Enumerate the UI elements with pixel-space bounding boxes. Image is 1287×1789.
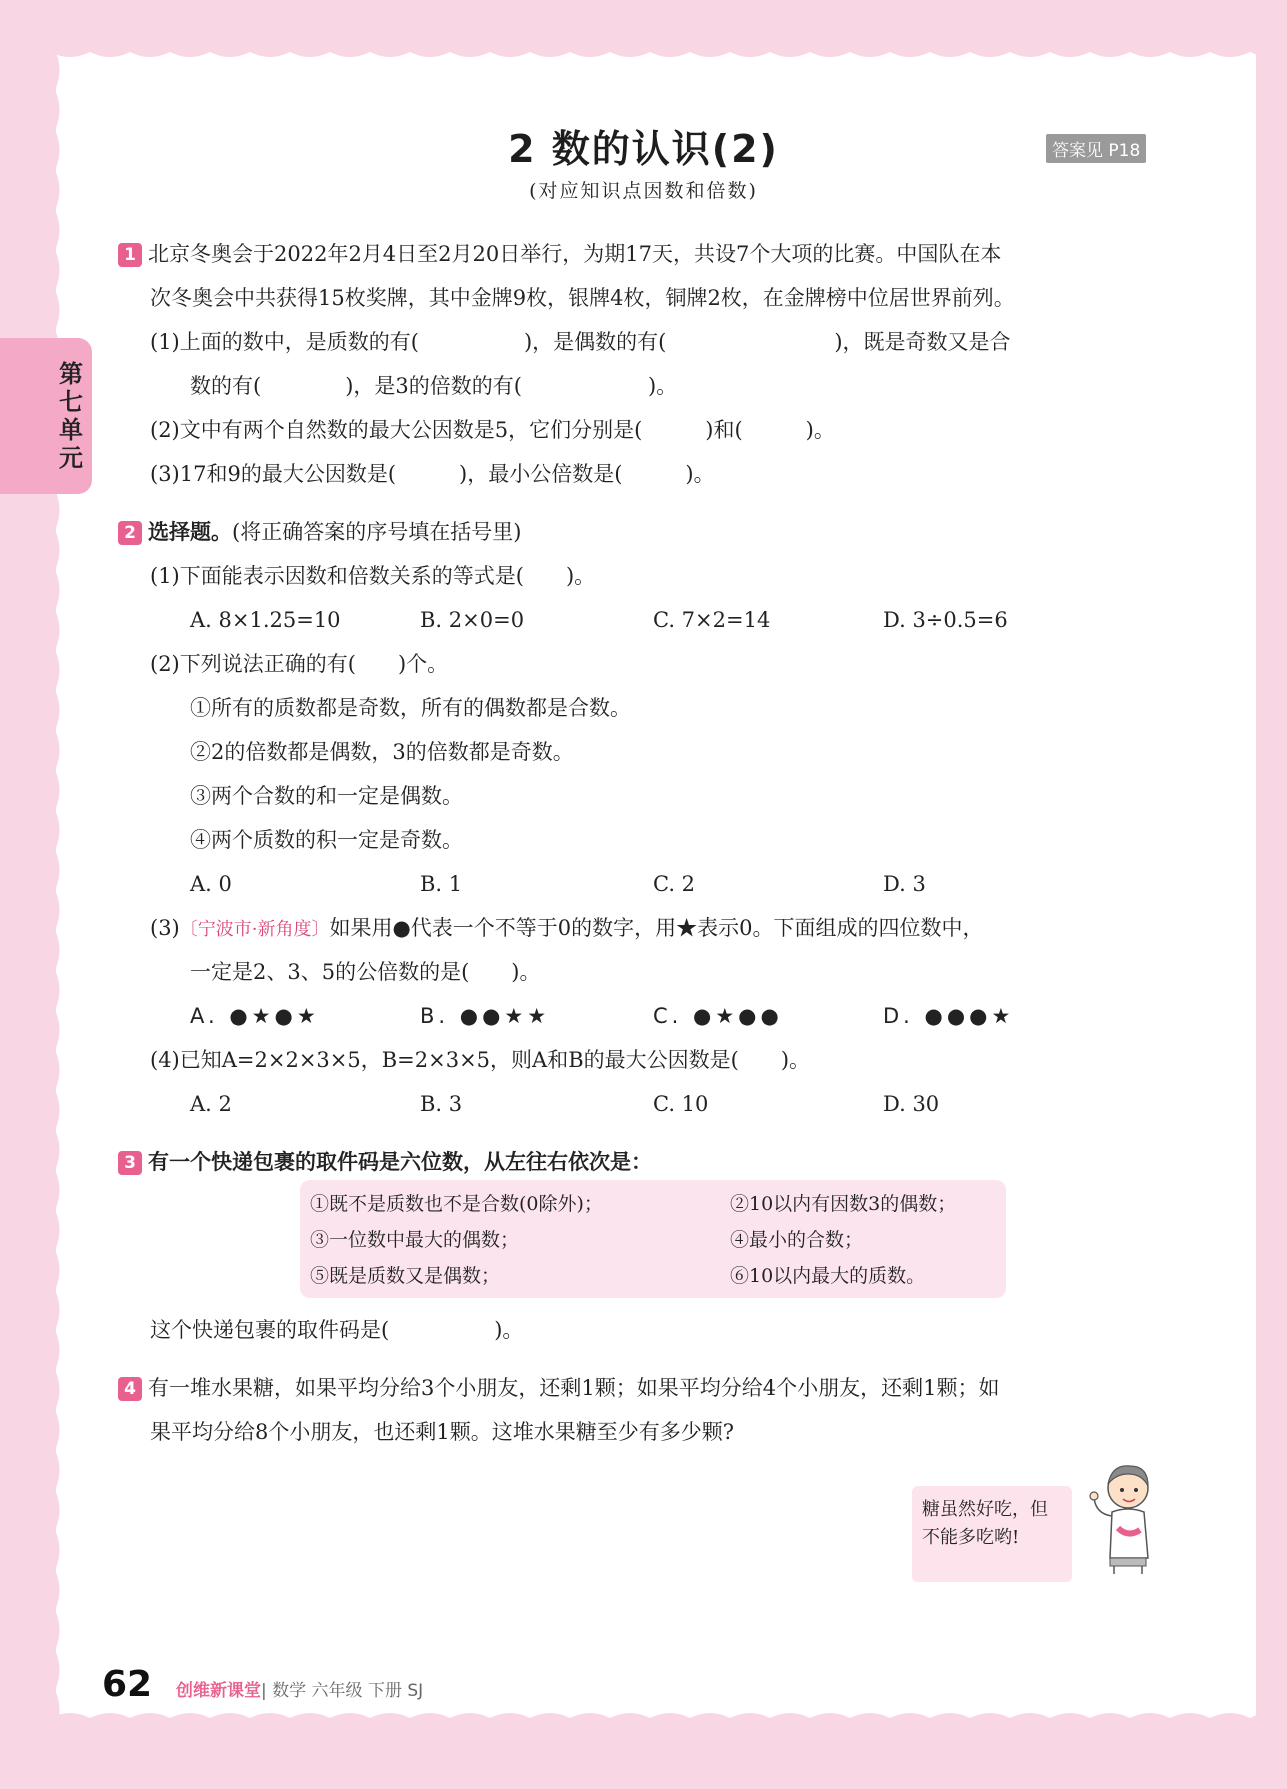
- hint-row: ①既不是质数也不是合数(0除外)； ②10以内有因数3的偶数；: [310, 1193, 957, 1215]
- hint-row: ⑤既是质数又是偶数； ⑥10以内最大的质数。: [310, 1265, 926, 1287]
- q2-sub2-statement-2: ②2的倍数都是偶数，3的倍数都是奇数。: [190, 740, 574, 764]
- speech-bubble: 糖虽然好吃，但 不能多吃哟!: [912, 1486, 1072, 1582]
- q1-sub2: (2)文中有两个自然数的最大公因数是5，它们分别是( )和( )。: [150, 418, 835, 442]
- option-a: A. 2: [190, 1092, 232, 1116]
- option-a: A. ●★●★: [190, 1004, 320, 1028]
- option-b: B. 1: [420, 872, 463, 896]
- q2-sub3-options: [118, 994, 1168, 1038]
- q2-sub2-statement-3: ③两个合数的和一定是偶数。: [190, 784, 463, 808]
- footer-brand: 创维新课堂: [176, 1681, 261, 1701]
- q2-sub4-stem: (4)已知A=2×2×3×5，B=2×3×5，则A和B的最大公因数是( )。: [150, 1048, 811, 1072]
- q1-line-2: 次冬奥会中共获得15枚奖牌，其中金牌9枚，银牌4枚，铜牌2枚，在金牌榜中位居世界前列。: [150, 286, 1015, 310]
- question-number-badge: 2: [118, 521, 142, 545]
- q1-sub1-line-1: (1)上面的数中，是质数的有( )，是偶数的有( )，既是奇数又是合: [150, 330, 1011, 354]
- option-b: B. 3: [420, 1092, 463, 1116]
- q2-sub1-stem: (1)下面能表示因数和倍数关系的等式是( )。: [150, 564, 596, 588]
- answer-reference-badge: 答案见 P18: [1046, 134, 1146, 163]
- q2-instruction: (将正确答案的序号填在括号里): [232, 520, 522, 544]
- q2-sub1-options: [118, 598, 1168, 642]
- page-number: 62: [102, 1664, 153, 1705]
- q3-title: 有一个快递包裹的取件码是六位数，从左往右依次是：: [148, 1150, 652, 1174]
- q3-hint-box: [300, 1180, 1006, 1298]
- source-tag: 〔宁波市·新角度〕: [179, 919, 330, 940]
- option-d: D. 30: [883, 1092, 940, 1116]
- option-b: B. ●●★★: [420, 1004, 551, 1028]
- q2-heading: [118, 510, 1168, 554]
- unit-side-tab-label: 第七单元: [59, 360, 83, 472]
- q4-line-1: 4 有一堆水果糖，如果平均分给3个小朋友，还剩1颗；如果平均分给4个小朋友，还剩1颗；如: [118, 1366, 1168, 1410]
- hint-row: ③一位数中最大的偶数； ④最小的合数；: [310, 1229, 864, 1251]
- q2-sub2-statement-4: ④两个质数的积一定是奇数。: [190, 828, 463, 852]
- option-d: D. 3÷0.5=6: [883, 608, 1008, 632]
- question-number-badge: 1: [118, 243, 142, 267]
- question-number-badge: 4: [118, 1377, 142, 1401]
- option-c: C. 10: [653, 1092, 709, 1116]
- cartoon-boy-illustration: [1082, 1458, 1162, 1578]
- page-subtitle: (对应知识点因数和倍数): [529, 180, 758, 202]
- q3-heading: [118, 1140, 1168, 1184]
- option-a: A. 0: [190, 872, 232, 896]
- q2-sub2-stem: (2)下列说法正确的有( )个。: [150, 652, 449, 676]
- question-number-badge: 3: [118, 1151, 142, 1175]
- option-d: D. ●●●★: [883, 1004, 1015, 1028]
- q1-line-1: 1 北京冬奥会于2022年2月4日至2月20日举行，为期17天，共设7个大项的比赛。中国队在本: [118, 232, 1168, 276]
- option-d: D. 3: [883, 872, 926, 896]
- q2-title: 选择题。: [148, 520, 232, 544]
- option-c: C. 2: [653, 872, 696, 896]
- footer-info: 创维新课堂| 数学 六年级 下册 SJ: [176, 1681, 424, 1701]
- worksheet-content-lower: [118, 1308, 1168, 1454]
- wavy-border-left: [46, 50, 64, 1720]
- wavy-border-bottom: [50, 1708, 1262, 1728]
- worksheet-content: [118, 232, 1168, 1184]
- q1-sub3: (3)17和9的最大公因数是( )，最小公倍数是( )。: [150, 462, 715, 486]
- q2-sub3-stem-line-1: (3)〔宁波市·新角度〕如果用●代表一个不等于0的数字，用★表示0。下面组成的四位数中，: [150, 916, 984, 940]
- q1-sub1-line-2: 数的有( )，是3的倍数的有( )。: [190, 374, 678, 398]
- option-c: C. 7×2=14: [653, 608, 771, 632]
- q2-sub2-statement-1: ①所有的质数都是奇数，所有的偶数都是合数。: [190, 696, 631, 720]
- q3-answer-line: 这个快递包裹的取件码是( )。: [150, 1318, 524, 1342]
- q4-line-2: 果平均分给8个小朋友，也还剩1颗。这堆水果糖至少有多少颗?: [150, 1420, 734, 1444]
- q2-sub2-options: [118, 862, 1168, 906]
- q2-sub3-stem-line-2: 一定是2、3、5的公倍数的是( )。: [190, 960, 541, 984]
- page-title: 2 数的认识(2): [508, 127, 779, 171]
- option-b: B. 2×0=0: [420, 608, 525, 632]
- option-a: A. 8×1.25=10: [190, 608, 341, 632]
- option-c: C. ●★●●: [653, 1004, 783, 1028]
- wavy-border-top: [50, 42, 1262, 62]
- q2-sub4-options: [118, 1082, 1168, 1126]
